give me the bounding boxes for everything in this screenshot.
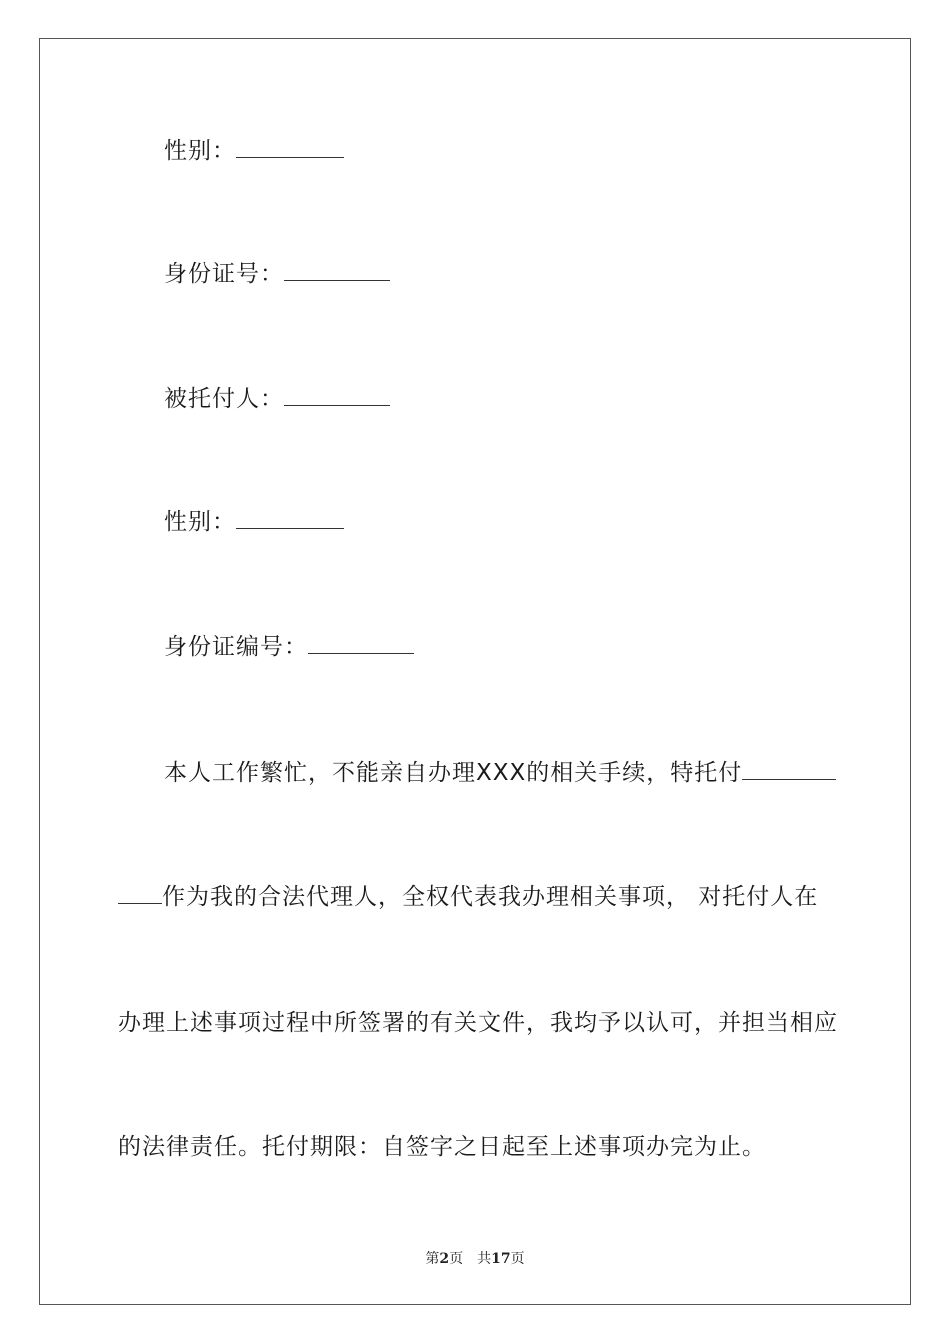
paragraph-text: 作为我的合法代理人，全权代表我办理相关事项， 对托付人在 — [162, 884, 819, 910]
paragraph-text: 的法律责任。托付期限：自签字之日起至上述事项办完为止。 — [118, 1134, 766, 1160]
blank-line — [118, 885, 162, 904]
blank-line — [284, 262, 390, 281]
field-label: 身份证号： — [164, 261, 284, 287]
page-footer — [0, 1248, 950, 1268]
field-gender-2 — [164, 507, 344, 537]
paragraph-line-1 — [164, 758, 836, 788]
blank-line — [236, 510, 344, 529]
blank-line — [308, 635, 414, 654]
field-label: 性别： — [164, 138, 236, 164]
footer-suffix: 页 — [510, 1251, 525, 1267]
footer-total-pages: 17 — [491, 1251, 511, 1267]
paragraph-text: 本人工作繁忙，不能亲自办理XXX的相关手续，特托付 — [164, 760, 743, 786]
footer-mid: 页 共 — [449, 1251, 492, 1267]
paragraph-line-3 — [118, 1008, 838, 1038]
blank-line — [742, 761, 836, 780]
blank-line — [284, 387, 390, 406]
blank-line — [236, 139, 344, 158]
page-frame — [39, 38, 911, 1305]
field-gender-1 — [164, 136, 344, 166]
field-label: 被托付人： — [164, 386, 284, 412]
footer-prefix: 第 — [425, 1251, 440, 1267]
paragraph-text: 办理上述事项过程中所签署的有关文件，我均予以认可，并担当相应 — [118, 1010, 838, 1036]
paragraph-line-2 — [118, 882, 818, 912]
field-label: 身份证编号： — [164, 634, 308, 660]
field-id-code — [164, 632, 414, 662]
footer-page-number: 2 — [439, 1251, 450, 1267]
field-label: 性别： — [164, 509, 236, 535]
field-trustee — [164, 384, 390, 414]
paragraph-line-4 — [118, 1132, 766, 1162]
field-id-number — [164, 259, 390, 289]
